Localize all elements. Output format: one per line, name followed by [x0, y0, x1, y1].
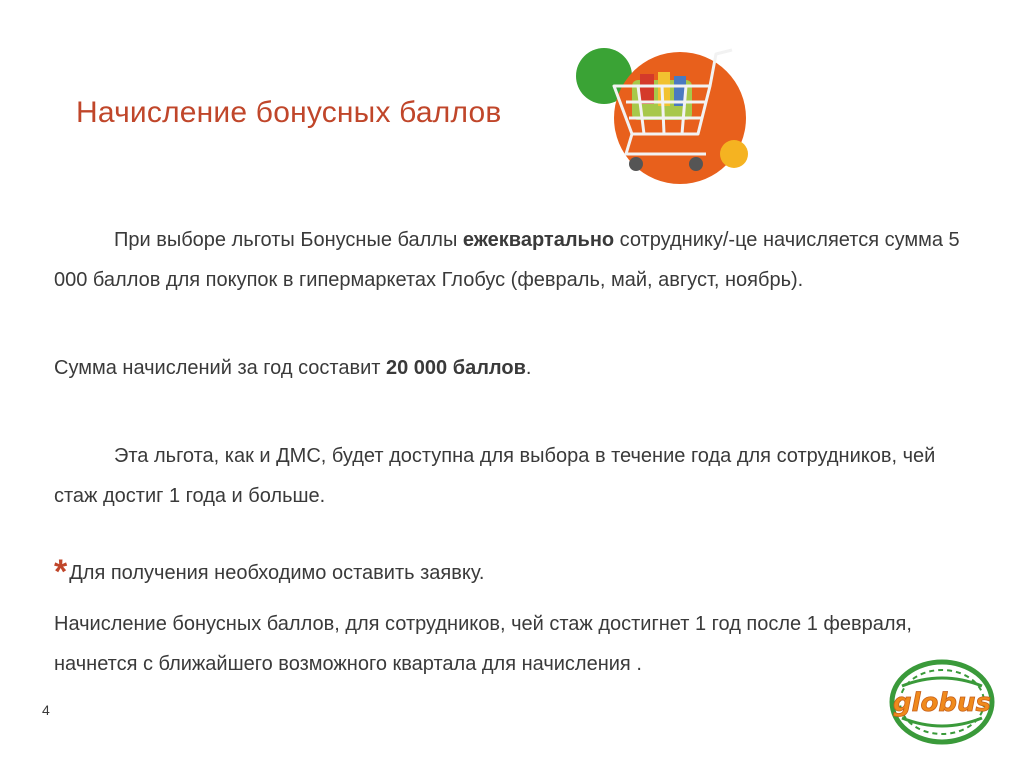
- shopping-cart-icon: [574, 36, 752, 184]
- note-application: [54, 548, 974, 593]
- p3-text: Эта льгота, как и ДМС, будет доступна для выбора в течение года для сотрудников, чей стаж достиг 1 года и больше.: [54, 445, 936, 507]
- p1-bold: ежеквартально: [462, 229, 615, 251]
- p1-after: сотруднику/-це начисляется сумма 5 000 баллов для покупок в гипермаркетах Глобус (февраль, май, август, ноябрь).: [54, 229, 960, 291]
- paragraph-accrual-start: [54, 604, 974, 684]
- p1-before: При выборе льготы Бонусные баллы: [114, 229, 463, 251]
- note-asterisk: *: [54, 553, 68, 591]
- slide-title: Начисление бонусных баллов: [76, 96, 502, 129]
- page-number: 4: [42, 702, 50, 718]
- p5-text: Начисление бонусных баллов, для сотрудников, чей стаж достигнет 1 год после 1 февраля, начнется с ближайшего возможного квартала для начисления .: [54, 613, 912, 675]
- p2-bold: 20 000 баллов: [386, 357, 526, 379]
- paragraph-points-per-quarter: [54, 220, 974, 300]
- svg-text:globus: globus: [893, 688, 991, 718]
- paragraph-annual-total: [54, 348, 974, 388]
- p2-after: .: [525, 357, 532, 379]
- globus-logo: [882, 656, 1002, 748]
- p2-before: Сумма начислений за год составит: [54, 357, 386, 379]
- note-text: Для получения необходимо оставить заявку.: [69, 562, 485, 584]
- paragraph-availability: [54, 436, 974, 516]
